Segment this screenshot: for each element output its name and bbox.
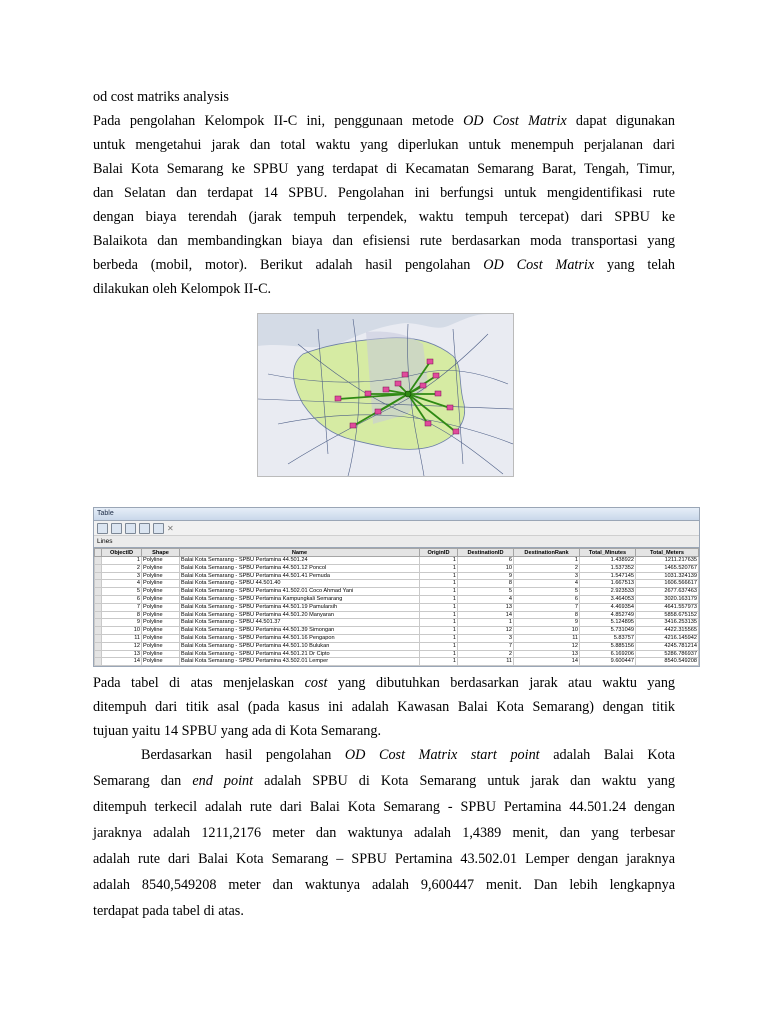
table-cell: Polyline xyxy=(142,642,180,650)
table-cell: 6.169206 xyxy=(580,650,636,658)
table-row[interactable] xyxy=(95,642,699,650)
table-cell: 8 xyxy=(102,611,142,619)
row-selector[interactable] xyxy=(95,572,102,580)
table-cell: Polyline xyxy=(142,557,180,565)
table-cell: 4641.557973 xyxy=(636,603,699,611)
row-selector[interactable] xyxy=(95,650,102,658)
row-selector[interactable] xyxy=(95,627,102,635)
table-row[interactable] xyxy=(95,588,699,596)
table-cell: Polyline xyxy=(142,572,180,580)
table-cell: 3 xyxy=(102,572,142,580)
table-cell: 11 xyxy=(458,658,514,666)
table-cell: 3 xyxy=(458,634,514,642)
para1-line-4: dan Selatan dan terdapat 14 SPBU. Pengolahan ini berfungsi untuk mengidentifikasi rute xyxy=(93,185,675,201)
table-cell: 1 xyxy=(102,557,142,565)
table-cell: 8 xyxy=(514,611,580,619)
table-cell: 5 xyxy=(514,588,580,596)
table-cell: 1606.566617 xyxy=(636,580,699,588)
row-selector[interactable] xyxy=(95,564,102,572)
row-selector[interactable] xyxy=(95,588,102,596)
table-cell: Polyline xyxy=(142,588,180,596)
delete-selected-icon[interactable]: ✕ xyxy=(167,523,174,533)
para1-line-7: berbeda (mobil, motor). Berikut adalah hasil pengolahan OD Cost Matrix yang telah xyxy=(93,257,676,273)
table-cell: 4216.145942 xyxy=(636,634,699,642)
table-cell: Polyline xyxy=(142,611,180,619)
table-row[interactable] xyxy=(95,627,699,635)
para2-line-1: Pada tabel di atas menjelaskan cost yang dibutuhkan berdasarkan jarak atau waktu yang xyxy=(93,675,676,691)
row-selector[interactable] xyxy=(95,595,102,603)
table-cell: 9.600447 xyxy=(580,658,636,666)
table-cell: 1031.324139 xyxy=(636,572,699,580)
table-cell: 13 xyxy=(514,650,580,658)
table-cell: 5286.786937 xyxy=(636,650,699,658)
table-cell: Balai Kota Semarang - SPBU Pertamina 44.501.24 xyxy=(180,557,420,565)
table-cell: 14 xyxy=(458,611,514,619)
table-row[interactable] xyxy=(95,580,699,588)
table-cell: 10 xyxy=(102,627,142,635)
table-cell: 5 xyxy=(102,588,142,596)
table-cell: 1 xyxy=(420,557,458,565)
row-selector[interactable] xyxy=(95,611,102,619)
table-cell: 1 xyxy=(458,619,514,627)
table-cell: 3.464053 xyxy=(580,595,636,603)
table-cell: 4 xyxy=(102,580,142,588)
table-cell: Polyline xyxy=(142,564,180,572)
table-cell: 1.438922 xyxy=(580,557,636,565)
table-cell: Polyline xyxy=(142,595,180,603)
table-cell: 5.885156 xyxy=(580,642,636,650)
col-total-minutes-header[interactable]: Total_Minutes xyxy=(580,549,636,557)
table-cell: 1 xyxy=(420,627,458,635)
table-cell: 7 xyxy=(102,603,142,611)
table-cell: 10 xyxy=(458,564,514,572)
table-cell: 8540.549208 xyxy=(636,658,699,666)
table-cell: Balai Kota Semarang - SPBU Pertamina 44.501.16 Pengapon xyxy=(180,634,420,642)
table-cell: Polyline xyxy=(142,658,180,666)
table-cell: 5.83757 xyxy=(580,634,636,642)
para3-line-3: ditempuh terkecil adalah rute dari Balai Kota Semarang - SPBU Pertamina 44.501.24 dengan xyxy=(93,799,675,815)
table-row[interactable] xyxy=(95,572,699,580)
layer-tab-lines[interactable]: Lines xyxy=(94,536,699,548)
table-cell: Balai Kota Semarang - SPBU Pertamina 44.501.10 Bulukan xyxy=(180,642,420,650)
table-cell: 1 xyxy=(420,619,458,627)
table-cell: 5858.675152 xyxy=(636,611,699,619)
table-cell: 6 xyxy=(458,557,514,565)
row-selector[interactable] xyxy=(95,634,102,642)
table-cell: 12 xyxy=(102,642,142,650)
table-cell: Balai Kota Semarang - SPBU Pertamina 44.501.41 Pemuda xyxy=(180,572,420,580)
table-cell: 4 xyxy=(514,580,580,588)
table-cell: 1 xyxy=(420,634,458,642)
table-cell: 7 xyxy=(514,603,580,611)
table-cell: 2.923533 xyxy=(580,588,636,596)
table-cell: Balai Kota Semarang - SPBU Pertamina 44.501.20 Manyaran xyxy=(180,611,420,619)
table-cell: 3416.253135 xyxy=(636,619,699,627)
table-row[interactable] xyxy=(95,603,699,611)
table-cell: 1.547145 xyxy=(580,572,636,580)
col-destinationrank-header[interactable]: DestinationRank xyxy=(514,549,580,557)
attribute-table-window xyxy=(93,507,700,667)
row-selector[interactable] xyxy=(95,642,102,650)
table-cell: Polyline xyxy=(142,634,180,642)
table-cell: Balai Kota Semarang - SPBU 44.501.40 xyxy=(180,580,420,588)
table-cell: 1.667513 xyxy=(580,580,636,588)
table-window-title: Table xyxy=(94,508,699,521)
table-cell: 1 xyxy=(420,595,458,603)
table-cell: Polyline xyxy=(142,650,180,658)
para1-line-1: Pada pengolahan Kelompok II-C ini, penggunaan metode OD Cost Matrix dapat digunakan xyxy=(93,113,676,129)
para3-line-7: terdapat pada tabel di atas. xyxy=(93,903,244,919)
table-cell: Balai Kota Semarang - SPBU Pertamina 44.501.21 Dr Cipto xyxy=(180,650,420,658)
table-cell: 2 xyxy=(102,564,142,572)
para3-line-5: adalah rute dari Balai Kota Semarang – SPBU Pertamina 43.502.01 Lemper dengan jaraknya xyxy=(93,851,675,867)
table-cell: 1 xyxy=(420,580,458,588)
table-cell: 1 xyxy=(420,572,458,580)
para3-line-1: Berdasarkan hasil pengolahan OD Cost Matrix start point adalah Balai Kota xyxy=(141,747,675,763)
table-cell: 10 xyxy=(514,627,580,635)
switch-selection-icon[interactable] xyxy=(139,523,150,534)
map-graphic xyxy=(258,314,513,476)
row-selector[interactable] xyxy=(95,557,102,565)
table-cell: Balai Kota Semarang - SPBU Pertamina 44.501.39 Simongan xyxy=(180,627,420,635)
od-cost-matrix-map xyxy=(257,313,514,477)
table-cell: 5 xyxy=(458,588,514,596)
para2-line-2: ditempuh dari titik asal (pada kasus ini adalah Kawasan Balai Kota Semarang) dengan titik xyxy=(93,699,675,715)
table-cell: 13 xyxy=(102,650,142,658)
table-cell: 11 xyxy=(102,634,142,642)
table-header-row xyxy=(95,549,699,557)
table-options-icon[interactable] xyxy=(97,523,108,534)
table-cell: Polyline xyxy=(142,580,180,588)
para3-line-4: jaraknya adalah 1211,2176 meter dan waktunya adalah 1,4389 menit, dan yang terbesar xyxy=(93,825,675,841)
table-cell: 13 xyxy=(458,603,514,611)
table-cell: 5.731049 xyxy=(580,627,636,635)
row-selector[interactable] xyxy=(95,619,102,627)
row-selector[interactable] xyxy=(95,658,102,666)
table-body xyxy=(95,557,699,666)
col-objectid-header[interactable]: ObjectID xyxy=(102,549,142,557)
table-cell: 1 xyxy=(420,642,458,650)
table-cell: Balai Kota Semarang - SPBU Pertamina Kampungkali Semarang xyxy=(180,595,420,603)
table-cell: 12 xyxy=(458,627,514,635)
para1-line-8: dilakukan oleh Kelompok II-C. xyxy=(93,281,272,297)
table-cell: 1 xyxy=(420,588,458,596)
table-row[interactable] xyxy=(95,557,699,565)
balai-kota-origin xyxy=(405,391,411,397)
para3-line-2: Semarang dan end point adalah SPBU di Kota Semarang untuk jarak dan waktu yang xyxy=(93,773,675,789)
od-lines-table xyxy=(94,548,699,666)
table-cell: 9 xyxy=(458,572,514,580)
table-cell: 4245.781214 xyxy=(636,642,699,650)
para1-line-3: Balai Kota Semarang ke SPBU yang terdapat di Kecamatan Semarang Barat, Tengah, Timur, xyxy=(93,161,675,177)
table-cell: 9 xyxy=(514,619,580,627)
para2-line-3: tujuan yaitu 14 SPBU yang ada di Kota Semarang. xyxy=(93,723,382,739)
table-row[interactable] xyxy=(95,595,699,603)
table-cell: Balai Kota Semarang - SPBU Pertamina 44.501.12 Poncol xyxy=(180,564,420,572)
row-selector[interactable] xyxy=(95,580,102,588)
table-cell: 1 xyxy=(420,564,458,572)
table-cell: 4422.315565 xyxy=(636,627,699,635)
col-destinationid-header[interactable]: DestinationID xyxy=(458,549,514,557)
table-cell: 11 xyxy=(514,634,580,642)
col-originid-header[interactable]: OriginID xyxy=(420,549,458,557)
table-cell: Balai Kota Semarang - SPBU 44.501.37 xyxy=(180,619,420,627)
table-cell: 2 xyxy=(514,564,580,572)
row-selector-header xyxy=(95,549,102,557)
table-cell: Balai Kota Semarang - SPBU Pertamina 44.501.19 Pamularsih xyxy=(180,603,420,611)
table-cell: 1 xyxy=(420,658,458,666)
table-cell: 6 xyxy=(102,595,142,603)
table-cell: 2 xyxy=(458,650,514,658)
table-cell: 3 xyxy=(514,572,580,580)
col-name-header[interactable]: Name xyxy=(180,549,420,557)
clear-selection-icon[interactable] xyxy=(153,523,164,534)
table-cell: 1211.217635 xyxy=(636,557,699,565)
para1-line-6: Balaikota dan membandingkan biaya dan efisiensi rute berdasarkan moda transportasi yang xyxy=(93,233,675,249)
table-toolbar xyxy=(94,521,699,536)
table-cell: 4.469354 xyxy=(580,603,636,611)
table-cell: 1.537352 xyxy=(580,564,636,572)
table-cell: 1465.520767 xyxy=(636,564,699,572)
heading: od cost matriks analysis xyxy=(93,89,229,105)
table-cell: 3020.163179 xyxy=(636,595,699,603)
para1-line-2: untuk mengetahui jarak dan total waktu yang diperlukan untuk menempuh perjalanan dari xyxy=(93,137,675,153)
table-cell: 14 xyxy=(102,658,142,666)
table-cell: 9 xyxy=(102,619,142,627)
table-row[interactable] xyxy=(95,658,699,666)
table-cell: 7 xyxy=(458,642,514,650)
table-cell: 12 xyxy=(514,642,580,650)
table-cell: 6 xyxy=(514,595,580,603)
para3-line-6: adalah 8540,549208 meter dan waktunya adalah 9,600447 menit. Dan lebih lengkapnya xyxy=(93,877,675,893)
table-row[interactable] xyxy=(95,619,699,627)
para1-line-5: dengan biaya terendah (jarak tempuh terpendek, waktu tempuh tercepat) dari SPBU ke xyxy=(93,209,675,225)
col-shape-header[interactable]: Shape xyxy=(142,549,180,557)
table-row[interactable] xyxy=(95,634,699,642)
table-cell: 1 xyxy=(420,650,458,658)
table-cell: Balai Kota Semarang - SPBU Pertamina 41.502.01 Coco Ahmad Yani xyxy=(180,588,420,596)
table-cell: 1 xyxy=(514,557,580,565)
table-cell: 2677.637463 xyxy=(636,588,699,596)
table-row[interactable] xyxy=(95,650,699,658)
table-cell: 5.124895 xyxy=(580,619,636,627)
table-cell: 4 xyxy=(458,595,514,603)
table-cell: 1 xyxy=(420,603,458,611)
row-selector[interactable] xyxy=(95,603,102,611)
table-cell: 8 xyxy=(458,580,514,588)
table-row[interactable] xyxy=(95,564,699,572)
table-cell: 1 xyxy=(420,611,458,619)
table-cell: 4.852749 xyxy=(580,611,636,619)
table-cell: Polyline xyxy=(142,627,180,635)
col-total-meters-header[interactable]: Total_Meters xyxy=(636,549,699,557)
table-cell: Polyline xyxy=(142,603,180,611)
table-cell: Balai Kota Semarang - SPBU Pertamina 43.502.01 Lemper xyxy=(180,658,420,666)
table-row[interactable] xyxy=(95,611,699,619)
related-tables-icon[interactable] xyxy=(111,523,122,534)
select-by-attributes-icon[interactable] xyxy=(125,523,136,534)
table-cell: Polyline xyxy=(142,619,180,627)
table-cell: 14 xyxy=(514,658,580,666)
